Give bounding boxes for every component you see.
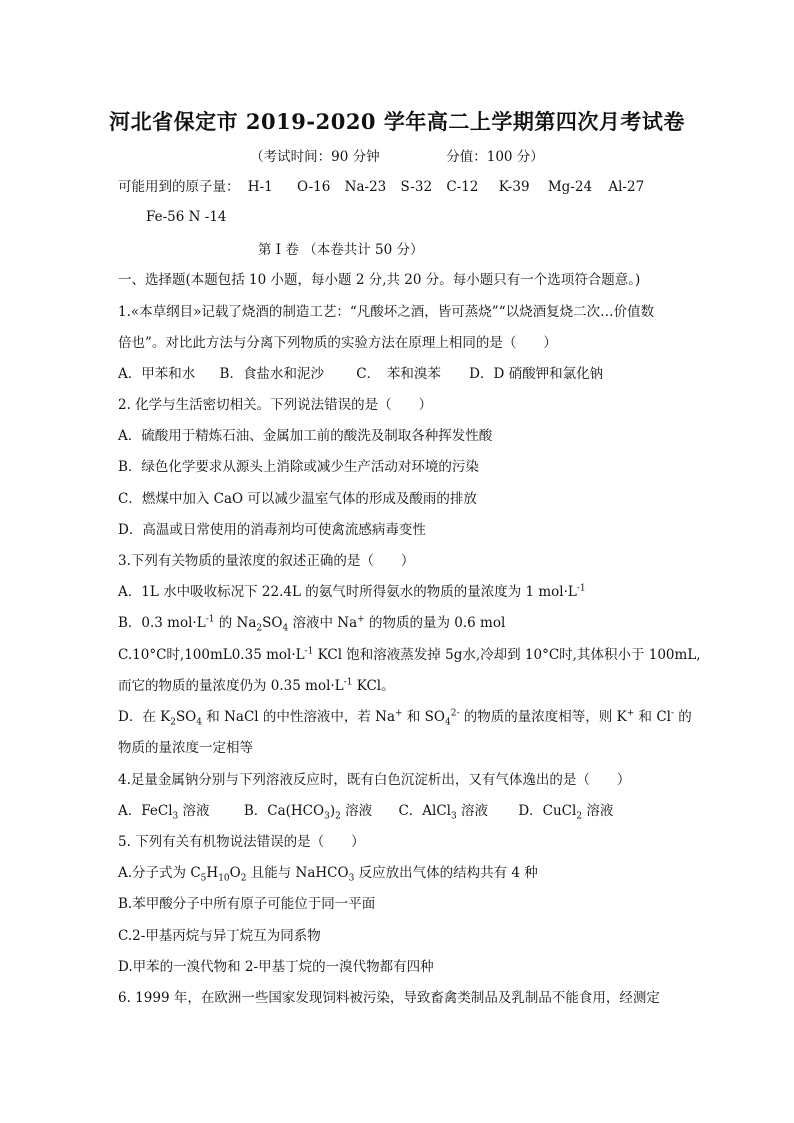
subscript: 2 [335,811,341,822]
question-3-stem: 3.下列有关物质的量浓度的叙述正确的是（ ） [118,553,415,569]
question-2-stem: 2. 化学与生活密切相关。下列说法错误的是（ ） [118,397,433,413]
option-c-text: 溶液 [456,803,489,819]
atomic-mass-item: K-39 [498,179,530,195]
subscript: 2 [576,811,583,822]
superscript: -1 [304,646,314,657]
option-a-text: 反应放出气体的结构共有 4 种 [354,865,538,881]
question-5-stem: 5. 下列有关有机物说法错误的是（ ） [118,834,365,850]
atomic-mass-item: H-1 [247,179,273,195]
option-d: D．D 硝酸钾和氯化钠 [469,366,604,382]
subscript: 10 [218,873,230,884]
question-3-option-d [118,707,692,727]
option-d-text: D．在 K [118,709,171,725]
option-b-text: 溶液中 Na [288,615,358,631]
question-5-option-d: D.甲苯的一溴代物和 2-甲基丁烷的一溴代物都有四种 [118,959,434,975]
atomic-mass-item: O-16 [297,179,331,195]
question-4-stem: 4.足量金属钠分别与下列溶液反应时，既有白色沉淀析出，又有气体逸出的是（ ） [118,772,631,788]
option-a-text: H [206,865,219,881]
option-d-text: 的物质的量浓度相等，则 K [459,709,627,725]
question-6-stem: 6. 1999 年，在欧洲一些国家发现饲料被污染，导致畜禽类制品及乳制品不能食用，经测定 [118,990,660,1006]
atomic-mass-item: C-12 [446,179,479,195]
subscript: 4 [445,717,451,728]
option-b-text: B．Ca(HCO [243,803,325,819]
option-c-text: KCl 饱和溶液蒸发掉 5g水,冷却到 10°C时,其体积小于 100mL, [313,647,701,663]
superscript: 2- [450,708,460,719]
option-d-text: 的 [674,709,692,725]
option-b-text: 的物质的量为 0.6 mol [364,615,506,631]
subscript: 2 [256,623,263,634]
option-b-text: 溶液 [340,803,373,819]
option-d-text: D．CuCl [518,803,577,819]
option-c [398,803,489,822]
option-a-text: O [229,865,241,881]
question-4-options [118,801,613,821]
question-1-stem: 1.«本草纲目»记载了烧酒的制造工艺：“凡酸坏之酒，皆可蒸烧”“以烧酒复烧二次…价值数 [118,304,655,320]
section-title: 第 I 卷 （本卷共计 50 分） [258,242,424,258]
question-3-option-b [118,613,505,633]
atomic-mass-line-2: Fe-56 N -14 [146,209,227,225]
option-d-text: 和 SO [402,709,445,725]
subscript: 4 [196,717,202,728]
exam-score: 分值：100 分） [446,149,544,165]
option-b: B．食盐水和泥沙 [219,366,324,382]
option-a-text: 溶液 [178,803,210,819]
superscript: -1 [343,677,353,688]
option-a [118,803,210,822]
question-3-option-c-cont [118,676,395,696]
superscript: -1 [205,614,215,625]
subscript: 2 [240,873,247,884]
option-d [518,803,614,822]
subscript: 3 [450,811,457,822]
subscript: 3 [324,811,330,822]
superscript: + [395,708,403,719]
question-3-option-c [118,645,701,665]
option-b-text: B．0.3 mol·L [118,615,206,631]
subscript: 3 [172,811,179,822]
option-c-text: C．AlCl [398,803,451,819]
question-2-option-b: B．绿色化学要求从源头上消除或减少生产活动对环境的污染 [118,459,479,475]
subscript: 3 [348,873,355,884]
option-a-text: A．FeCl [118,803,173,819]
question-1-options [118,364,603,384]
option-c-text: KCl。 [352,678,395,694]
atomic-mass-item: Na-23 [344,179,387,195]
option-b-text: SO [262,615,283,631]
atomic-mass-item: S-32 [400,179,433,195]
exam-time: （考试时间：90 分钟 [250,149,380,165]
atomic-mass-line [118,177,644,197]
option-b [243,803,373,822]
subscript: 2 [170,717,176,728]
subscript: 5 [200,873,207,884]
question-5-option-c: C.2-甲基丙烷与异丁烷互为同系物 [118,928,321,944]
atomic-mass-item: Mg-24 [547,179,593,195]
option-a: A．甲苯和水 [118,366,196,382]
option-b-text: 的 Na [214,615,257,631]
question-2-option-a: A．硫酸用于精炼石油、金属加工前的酸洗及制取各种挥发性酸 [118,428,493,444]
atomic-mass-item: Al-27 [608,179,645,195]
exam-title: 河北省保定市 2019-2020 学年高二上学期第四次月考试卷 [109,109,685,134]
subscript: 4 [282,623,289,634]
question-5-option-b: B.苯甲酸分子中所有原子可能位于同一平面 [118,896,376,912]
exam-subtitle [0,145,794,165]
question-5-option-a [118,863,538,883]
option-d-text: 溶液 [582,803,614,819]
question-1-stem-cont: 倍也”。对比此方法与分离下列物质的实验方法在原理上相同的是（ ） [118,335,557,351]
question-3-option-d-cont: 物质的量浓度一定相等 [118,740,253,756]
superscript: -1 [576,583,586,594]
option-b-text: ) [329,803,336,819]
option-d-text: SO [175,709,197,725]
option-d-text: 和 Cl [634,709,671,725]
option-c-text: C.10°C时,100mL0.35 mol·L [118,647,305,663]
option-a-text: A.分子式为 C [118,865,201,881]
superscript: + [626,708,635,719]
superscript: - [670,708,675,719]
question-2-option-c: C．燃煤中加入 CaO 可以减少温室气体的形成及酸雨的排放 [118,491,477,507]
option-c-text: 而它的物质的量浓度仍为 0.35 mol·L [118,678,344,694]
option-a-text: 且能与 NaHCO [246,865,349,881]
option-d-text: 和 NaCl 的中性溶液中，若 Na [202,709,396,725]
option-a-text: A．1L 水中吸收标况下 22.4L 的氨气时所得氨水的物质的量浓度为 1 mol·L [118,584,577,600]
option-c: C． 苯和溴苯 [356,366,441,382]
superscript: + [357,614,365,625]
atomic-mass-label: 可能用到的原子量： [118,179,240,195]
part-one-heading: 一、选择题(本题包括 10 小题，每小题 2 分,共 20 分。每小题只有一个选项符合题意。) [118,272,641,288]
question-2-option-d: D．高温或日常使用的消毒剂均可使禽流感病毒变性 [118,522,426,538]
question-3-option-a [118,582,586,602]
